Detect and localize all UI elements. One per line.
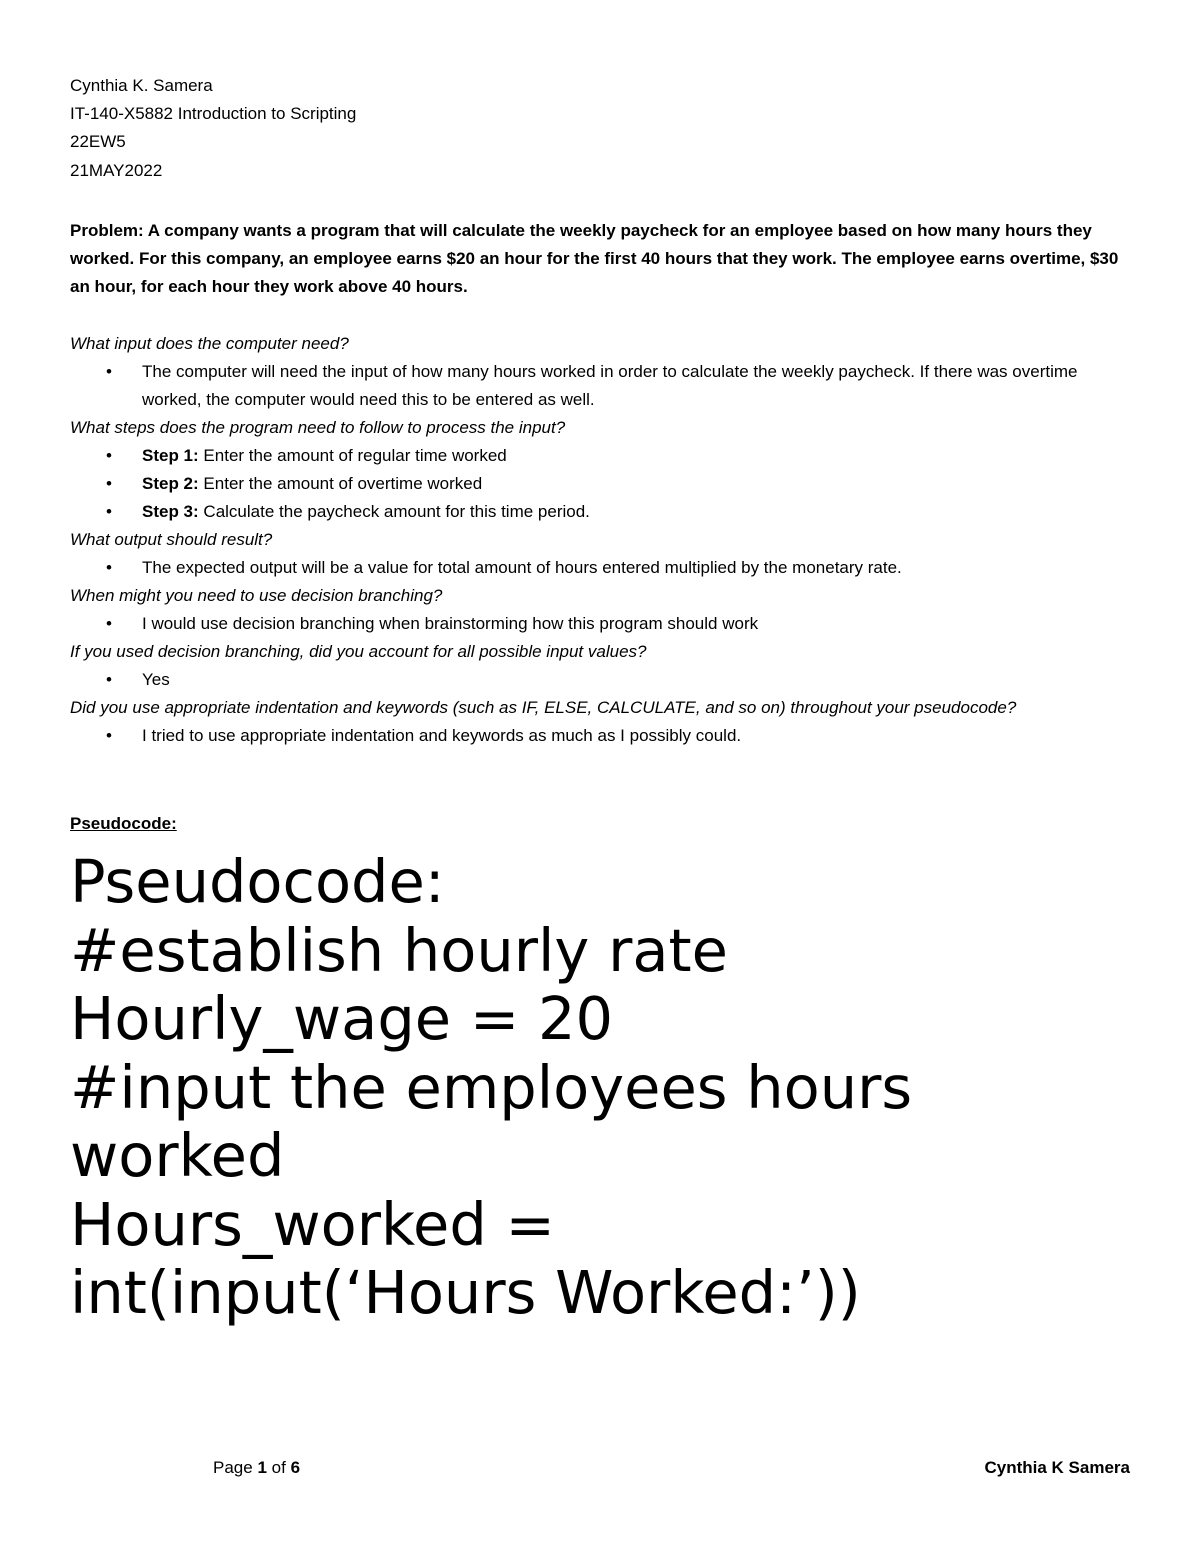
answer-text: I would use decision branching when brainstorming how this program should work xyxy=(142,614,759,633)
step-item xyxy=(70,498,1140,526)
pseudocode-line: worked xyxy=(70,1121,285,1190)
page-number xyxy=(213,1458,300,1478)
answer-input xyxy=(70,358,1140,414)
question-output: What output should result? xyxy=(70,530,273,549)
step-item xyxy=(70,442,1140,470)
answer-indentation xyxy=(70,722,1140,750)
pseudocode-line: int(input(‘Hours Worked:’)) xyxy=(70,1258,861,1327)
problem-statement: Problem: A company wants a program that will calculate the weekly paycheck for an employee based on how many hours they worked. For this company, an employee earns $20 an hour for the first 40 hours that they work. The employee earns overtime, $30 an hour, for each hour they work above 40 hours. xyxy=(70,221,1119,296)
pseudocode-line: #input the employees hours xyxy=(70,1052,913,1122)
question-input: What input does the computer need? xyxy=(70,334,349,353)
answer-input-values xyxy=(70,666,1140,694)
pseudocode-line: Hours_worked = xyxy=(70,1189,555,1259)
answer-text: I tried to use appropriate indentation and keywords as much as I possibly could. xyxy=(142,726,742,745)
question-answer-section xyxy=(70,330,1140,750)
page-current: 1 xyxy=(257,1458,267,1477)
course-title: IT-140-X5882 Introduction to Scripting xyxy=(70,104,357,123)
question-branching: When might you need to use decision branching? xyxy=(70,586,443,605)
document-date: 21MAY2022 xyxy=(70,161,163,180)
step-item xyxy=(70,470,1140,498)
answer-text: The expected output will be a value for total amount of hours entered multiplied by the monetary rate. xyxy=(142,558,902,577)
bullet-icon: • xyxy=(106,670,112,689)
pseudocode-line: #establish hourly rate xyxy=(70,915,728,985)
pseudocode-line: Pseudocode: xyxy=(70,847,445,916)
step-label: Step 2: xyxy=(142,474,199,493)
step-label: Step 3: xyxy=(142,502,199,521)
question-indentation: Did you use appropriate indentation and keywords (such as IF, ELSE, CALCULATE, and so on) throughout your pseudocode? xyxy=(70,698,1017,717)
pseudocode-block xyxy=(70,848,1150,1328)
of-word: of xyxy=(271,1458,286,1477)
step-text: Calculate the paycheck amount for this time period. xyxy=(203,502,590,521)
footer-author: Cynthia K Samera xyxy=(984,1458,1130,1477)
page-word: Page xyxy=(213,1458,253,1477)
question-input-values: If you used decision branching, did you account for all possible input values? xyxy=(70,642,647,661)
answer-output xyxy=(70,554,1140,582)
bullet-icon: • xyxy=(106,362,112,381)
bullet-icon: • xyxy=(106,558,112,577)
question-steps: What steps does the program need to follow to process the input? xyxy=(70,418,566,437)
step-label: Step 1: xyxy=(142,446,199,465)
pseudocode-heading: Pseudocode: xyxy=(70,814,177,833)
step-text: Enter the amount of overtime worked xyxy=(203,474,483,493)
step-text: Enter the amount of regular time worked xyxy=(203,446,507,465)
pseudocode-line: Hourly_wage = 20 xyxy=(70,984,614,1053)
term-code: 22EW5 xyxy=(70,132,126,151)
author-name: Cynthia K. Samera xyxy=(70,76,213,95)
bullet-icon: • xyxy=(106,446,112,465)
answer-text: The computer will need the input of how many hours worked in order to calculate the weekly paycheck. If there was overtime worked, the computer would need this to be entered as well. xyxy=(142,362,1078,409)
bullet-icon: • xyxy=(106,474,112,493)
answer-branching xyxy=(70,610,1140,638)
bullet-icon: • xyxy=(106,502,112,521)
answer-text: Yes xyxy=(142,670,170,689)
bullet-icon: • xyxy=(106,614,112,633)
page-total: 6 xyxy=(290,1458,301,1477)
bullet-icon: • xyxy=(106,726,112,745)
